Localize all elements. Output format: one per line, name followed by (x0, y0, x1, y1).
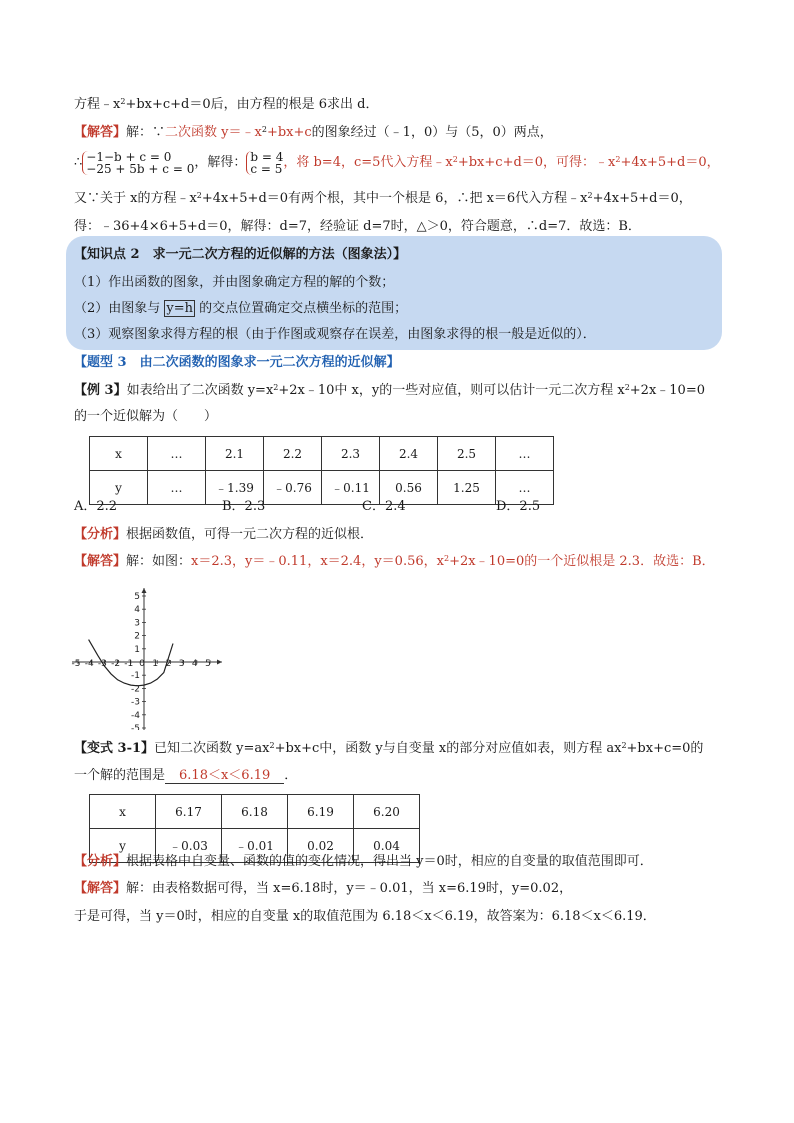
x-tick-label: -3 (97, 659, 107, 669)
table-cell: ﹣0.01 (222, 829, 288, 863)
table-cell: y (90, 471, 148, 505)
table-cell: 6.19 (288, 795, 354, 829)
knowledge-point: （1）作出函数的图象，并由图象确定方程的解的个数； (74, 275, 395, 290)
answer-line: 【解答】解：由表格数据可得，当 x=6.18时，y＝﹣0.01，当 x=6.19时，y=0.02， (74, 881, 573, 896)
table-cell: ﹣0.76 (264, 471, 322, 505)
y-tick-label: -5 (131, 724, 140, 730)
x-tick-label: 5 (205, 659, 211, 669)
text-line: 得：﹣36+4×6+5+d＝0，解得：d=7，经验证 d=7时，△＞0，符合题意，∴d=7．故选：B． (74, 219, 641, 234)
solution-system: b = 4 c = 5 (246, 151, 283, 175)
table-cell: 0.56 (380, 471, 438, 505)
x-tick-label: 2 (165, 659, 172, 669)
x-tick-label: 0 (139, 659, 145, 669)
example-question: 的一个近似解为（ ） (74, 409, 218, 424)
knowledge-point: （3）观察图象求得方程的根（由于作图或观察存在误差，由图象求得的根一般是近似的）． (74, 327, 596, 342)
table-cell: ﹣0.11 (322, 471, 380, 505)
option-b: B．2.3 (222, 499, 266, 514)
option-a: A．2.2 (74, 499, 118, 514)
answer-line: 于是可得，当 y＝0时，相应的自变量 x的取值范围为 6.18＜x＜6.19，故答案为：6.18＜x＜6.19． (74, 909, 656, 924)
table-cell: 0.02 (288, 829, 354, 863)
y-tick-label: -4 (131, 710, 140, 721)
x-tick-label: -2 (111, 659, 121, 669)
y-tick-label: 1 (134, 644, 140, 655)
y-tick-label: -2 (131, 684, 140, 695)
table-cell: … (148, 437, 206, 471)
table-cell: ﹣1.39 (206, 471, 264, 505)
equation-line: ∴ −1−b + c = 0 −25 + 5b + c = 0，解得： b = 4 c = 5，将 b=4，c=5代入方程$﹣x^2+bx+c+d=0$，可得：$﹣x^2+4x+5+d=0$， (74, 149, 720, 176)
table-cell: ﹣0.03 (156, 829, 222, 863)
answer-line: 【解答】解：如图：x＝2.3，y＝﹣0.11，x＝2.4，y＝0.56，$x^2+2x﹣10=0$的一个近似根是 2.3．故选：B． (74, 554, 715, 569)
table-cell: 1.25 (438, 471, 496, 505)
equation-system: −1−b + c = 0 −25 + 5b + c = 0 (82, 151, 194, 175)
text-line: 方程$﹣x^2+bx+c+d=0$后，由方程的根是 6求出 d． (74, 97, 379, 112)
y-tick-label: -3 (131, 697, 140, 708)
example-question: 【例 3】如表给出了二次函数 $y=x^2+2x﹣10$中 x，y的一些对应值，则可以估计一元二次方程 $x^2+2x﹣10=0$ (74, 383, 705, 398)
answer-line: 【解答】解：∵二次函数 $y=﹣x^2+bx+c$的图象经过（﹣1，0）与（5，0）两点， (74, 125, 553, 140)
x-tick-label: -4 (84, 659, 94, 669)
x-tick-label: 3 (178, 659, 185, 669)
value-table (89, 436, 554, 505)
x-tick-label: -5 (71, 659, 81, 669)
table-cell: y (90, 829, 156, 863)
table-cell: … (496, 437, 554, 471)
section-title: 【题型 3 由二次函数的图象求一元二次方程的近似解】 (74, 355, 400, 370)
x-tick-label: 4 (191, 659, 198, 669)
y-axis-arrow (142, 588, 147, 593)
knowledge-point: （2）由图象与 y=h 的交点位置确定交点横坐标的范围； (74, 301, 408, 316)
table-cell: 2.2 (264, 437, 322, 471)
variant-question: 【变式 3-1】已知二次函数 $y=ax^2+bx+c$中，函数 y与自变量 x的部分对应值如表，则方程 $ax^2+bx+c=0$的 (74, 741, 704, 756)
text-line: 又∵关于 x的方程$﹣x^2+4x+5+d=0$有两个根，其中一个根是 6，∴把 x＝6代入方程$﹣x^2+4x+5+d=0$， (74, 191, 692, 206)
knowledge-title: 【知识点 2 求一元二次方程的近似解的方法（图象法）】 (74, 247, 407, 262)
table-cell: 6.20 (354, 795, 420, 829)
analysis-line: 【分析】根据函数值，可得一元二次方程的近似根． (74, 527, 374, 542)
table-cell: 2.1 (206, 437, 264, 471)
table-cell: 0.04 (354, 829, 420, 863)
table-cell: 2.4 (380, 437, 438, 471)
table-cell: x (90, 795, 156, 829)
table-cell: 2.5 (438, 437, 496, 471)
analysis-line: 【分析】根据表格中自变量、函数的值的变化情况，得出当 y＝0时，相应的自变量的取值范围即可． (74, 854, 653, 869)
x-tick-label: 1 (152, 659, 159, 669)
y-tick-label: 4 (134, 605, 140, 616)
x-tick-label: -1 (124, 659, 134, 669)
answer-blank: 6.18＜x＜6.19 (165, 768, 284, 784)
y-tick-label: 5 (134, 592, 140, 602)
x-axis-arrow (217, 660, 222, 665)
table-cell: 6.18 (222, 795, 288, 829)
table-cell: … (148, 471, 206, 505)
table-cell: 6.17 (156, 795, 222, 829)
table-cell: 2.3 (322, 437, 380, 471)
table-cell: … (496, 471, 554, 505)
table-cell: x (90, 437, 148, 471)
option-d: D．2.5 (496, 499, 541, 514)
answer-tag: 【解答】 (74, 125, 127, 140)
y-tick-label: 3 (134, 618, 140, 629)
option-c: C．2.4 (362, 499, 406, 514)
y-tick-label: -1 (131, 671, 140, 682)
variant-question: 一个解的范围是 6.18＜x＜6.19 ． (74, 768, 298, 783)
y-tick-label: 2 (134, 631, 140, 642)
parabola-graph (64, 582, 224, 730)
